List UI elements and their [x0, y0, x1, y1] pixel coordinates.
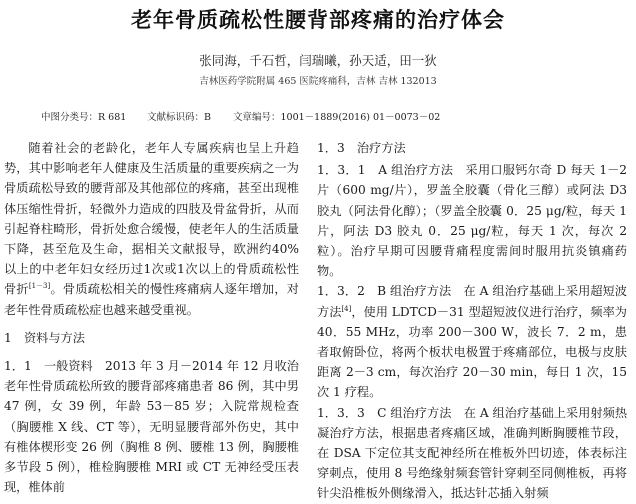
- intro-text-tail: 。骨质疏松相关的慢性疼痛病人逐年增加，对老年性骨质疏松症也越来越受重视。: [4, 282, 299, 317]
- intro-paragraph: [4, 138, 299, 320]
- treatment-b-label: 1．3．2: [317, 284, 365, 299]
- general-data-text: 2013 年 3 月－2014 年 12 月收治老年性骨质疏松所致的腰背部疼痛患者 86 例，其中男 47 例，女 39 例，年龄 53－85 岁；入院常规检查（胸腰椎 X 线、CT 等），无明显腰背部外伤史，其中有椎体楔形变 26 例（胸椎 8 例、腰椎 13 例，胸腰椎多节段 5 例），椎检胸腰椎 MRI 或 CT 无神经受压表现，椎体前: [4, 359, 299, 495]
- treatment-a-paragraph: [317, 160, 627, 281]
- treatment-b-text-tail: ，使用 LDTCD－31 型超短波仪进行治疗，频率为 40．55 MHz，功率 200－300 W，波长 7．2 m，患者取俯卧位，将两个板状电极置于疼痛部位，电极与皮肤距离 2－3 cm，每次治疗 20－30 min，每日 1 次，15 次 1 疗程。: [317, 304, 627, 400]
- section-heading-treatment: 1．3 治疗方法: [317, 141, 406, 155]
- clc-number: 中图分类号：R 681: [41, 112, 127, 123]
- treatment-b-text: B 组治疗方法 在 A 组治疗基础上采用超短波方法: [317, 284, 627, 319]
- intro-citation: [1－3]: [28, 282, 51, 291]
- section-heading-materials-methods: 1 资料与方法: [4, 330, 85, 345]
- treatment-a-text: A 组治疗方法 采用口服钙尔奇 D 每天 1－2 片（600 mg/片），罗盖全胶囊（骨化三醇）或阿法 D3 胶丸（阿法骨化醇）；（罗盖全胶囊 0．25 μg/粒，每天 1 片，阿法 D3 胶丸 0．25 μg/粒，每天 1 次，每次 2 粒）。治疗早期可因腰背痛程度需间时服用抗炎镇痛药物。: [317, 163, 628, 279]
- treatment-c-text: C 组治疗方法 在 A 组治疗基础上采用射频热凝治疗方法，根据患者疼痛区域，准确判断胸腰椎节段，在 DSA 下定位其支配神经所在椎板外凹切迹，体表标注穿刺点，使用 8 号绝缘射频套管针穿刺至同侧椎板，再将针尖沿椎板外侧缘滑入，抵达针芯插入射频: [317, 405, 628, 501]
- treatment-b-paragraph: [317, 281, 627, 402]
- affiliation: 吉林医药学院附属 465 医院疼痛科，吉林 吉林 132013: [199, 76, 437, 87]
- article-number: 文章编号：1001－1889(2016) 01－0073－02: [233, 112, 441, 123]
- right-column: [317, 138, 627, 504]
- article-title: 老年骨质疏松性腰背部疼痛的治疗体会: [131, 8, 505, 32]
- treatment-b-citation: [4]: [341, 304, 352, 313]
- treatment-c-label: 1．3．3: [317, 405, 365, 420]
- left-column: [4, 138, 299, 497]
- treatment-c-paragraph: [317, 403, 627, 504]
- treatment-a-label: 1．3．1: [317, 163, 366, 178]
- intro-text: 随着社会的老龄化，老年人专属疾病也呈上升趋势，其中影响老年人健康及生活质量的重要疾病之一为骨质疏松导致的腰背部及其他部位的疼痛，甚至出现椎体压缩性骨折，轻微外力造成的四肢及骨盆骨折，从而引起脊柱畸形，骨折处愈合缓慢，使老年人的生活质量下降，甚至危及生命，据相关文献报导，欧洲约40%以上的中老年妇女经历过1次或1次以上的骨质疏松性骨折: [4, 141, 299, 297]
- general-data-label: 1．1 一般资料: [4, 359, 93, 374]
- document-code: 文献标识码：B: [147, 112, 211, 123]
- author-list: 张同海，千石哲，闫瑞曦，孙天适，田一狄: [199, 53, 437, 68]
- general-data-paragraph: [4, 356, 299, 497]
